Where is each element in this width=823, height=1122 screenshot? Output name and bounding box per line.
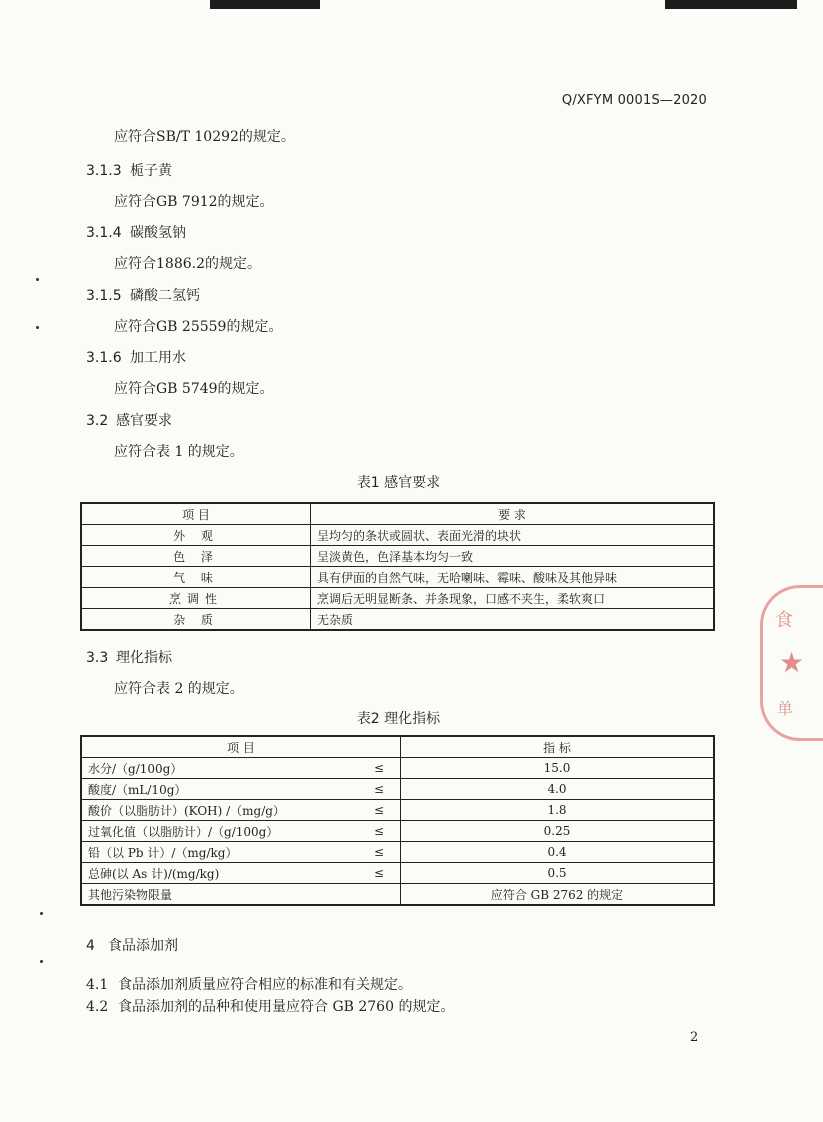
table-cell: 其他污染物限量 xyxy=(81,884,358,906)
section-title: 感官要求 xyxy=(116,413,172,429)
section-heading xyxy=(86,160,172,180)
body-text: 应符合1886.2的规定。 xyxy=(114,256,261,272)
section-heading xyxy=(86,935,178,955)
table-cell: 酸度/（mL/10g） xyxy=(81,779,358,800)
table-row xyxy=(81,525,714,546)
table-row xyxy=(81,842,714,863)
body-text: 应符合GB 7912的规定。 xyxy=(114,194,274,210)
table-cell: ≤ xyxy=(358,821,401,842)
table-cell: 气 味 xyxy=(81,567,311,588)
section-title: 碳酸氢钠 xyxy=(130,225,186,241)
table-header-cell: 项 目 xyxy=(81,503,311,525)
table-cell: 酸价（以脂肪计）(KOH) /（mg/g） xyxy=(81,800,358,821)
table-cell: 色 泽 xyxy=(81,546,311,567)
scan-speck xyxy=(36,278,39,281)
scan-artifact xyxy=(210,0,320,9)
section-number: 3.3 xyxy=(86,650,109,666)
table-row xyxy=(81,863,714,884)
table-cell: 铅（以 Pb 计）/（mg/kg） xyxy=(81,842,358,863)
scan-speck xyxy=(40,960,43,963)
table-cell: 呈均匀的条状或圆状、表面光滑的块状 xyxy=(311,525,715,546)
table-row xyxy=(81,821,714,842)
table-cell: ≤ xyxy=(358,779,401,800)
section-heading xyxy=(86,285,200,305)
clause-number: 4.2 xyxy=(86,999,109,1015)
section-number: 3.1.3 xyxy=(86,163,122,179)
table-cell: 应符合 GB 2762 的规定 xyxy=(401,884,715,906)
table-header-cell: 指 标 xyxy=(401,736,715,758)
section-number: 3.1.5 xyxy=(86,288,122,304)
section-number: 4 xyxy=(86,938,95,954)
section-title: 理化指标 xyxy=(116,650,172,666)
table-cell: 无杂质 xyxy=(311,609,715,631)
table-cell xyxy=(358,884,401,906)
table-cell: ≤ xyxy=(358,800,401,821)
body-text: 应符合表 2 的规定。 xyxy=(114,681,244,697)
table-cell: ≤ xyxy=(358,863,401,884)
table-cell: 15.0 xyxy=(401,758,715,779)
clause-text: 食品添加剂的品种和使用量应符合 GB 2760 的规定。 xyxy=(118,999,455,1015)
section-number: 3.1.4 xyxy=(86,225,122,241)
scan-speck xyxy=(36,326,39,329)
section-title: 栀子黄 xyxy=(130,163,172,179)
section-title: 加工用水 xyxy=(130,350,186,366)
table-header-row xyxy=(81,503,714,525)
clause-item xyxy=(86,974,412,994)
table-cell: 0.25 xyxy=(401,821,715,842)
table-cell: 0.5 xyxy=(401,863,715,884)
table1-caption: 表1 感官要求 xyxy=(356,475,441,491)
section-number: 3.2 xyxy=(86,413,109,429)
table-header-row xyxy=(81,736,714,758)
table-row xyxy=(81,884,714,906)
table2-caption: 表2 理化指标 xyxy=(356,711,441,727)
official-seal xyxy=(760,585,823,741)
table-cell: 总砷(以 As 计)/(mg/kg) xyxy=(81,863,358,884)
table-cell: 4.0 xyxy=(401,779,715,800)
table-cell: 杂 质 xyxy=(81,609,311,631)
seal-text: 食 xyxy=(775,610,793,631)
seal-star-icon: ★ xyxy=(779,646,805,679)
section-heading xyxy=(86,347,186,367)
table-cell: 烹调后无明显断条、并条现象，口感不夹生，柔软爽口 xyxy=(311,588,715,609)
scan-speck xyxy=(40,912,43,915)
table-header-cell: 要 求 xyxy=(311,503,715,525)
table-cell: 外 观 xyxy=(81,525,311,546)
table-row xyxy=(81,546,714,567)
table-cell: ≤ xyxy=(358,758,401,779)
table-row xyxy=(81,609,714,631)
clause-item xyxy=(86,996,454,1016)
table-row xyxy=(81,567,714,588)
table-cell: 过氧化值（以脂肪计）/（g/100g） xyxy=(81,821,358,842)
table-cell: 水分/（g/100g） xyxy=(81,758,358,779)
table-cell: 0.4 xyxy=(401,842,715,863)
physicochemical-table xyxy=(80,735,715,906)
table-row xyxy=(81,588,714,609)
standard-id: Q/XFYM 0001S—2020 xyxy=(561,93,707,108)
table-cell: 1.8 xyxy=(401,800,715,821)
table-cell: 烹调性 xyxy=(81,588,311,609)
section-heading xyxy=(86,410,172,430)
table-cell: 呈淡黄色，色泽基本均匀一致 xyxy=(311,546,715,567)
clause-number: 4.1 xyxy=(86,977,109,993)
table-header-cell: 项 目 xyxy=(81,736,401,758)
table-cell: ≤ xyxy=(358,842,401,863)
sensory-table xyxy=(80,502,715,631)
section-title: 磷酸二氢钙 xyxy=(130,288,200,304)
table-row xyxy=(81,800,714,821)
table-cell: 具有伊面的自然气味，无哈喇味、霉味、酸味及其他异味 xyxy=(311,567,715,588)
clause-text: 食品添加剂质量应符合相应的标准和有关规定。 xyxy=(118,977,412,993)
scan-artifact xyxy=(665,0,797,9)
section-heading xyxy=(86,647,172,667)
section-title: 食品添加剂 xyxy=(108,938,178,954)
page-number: 2 xyxy=(690,1030,699,1045)
seal-text: 单 xyxy=(777,699,794,718)
body-text: 应符合GB 5749的规定。 xyxy=(114,381,274,397)
body-text: 应符合GB 25559的规定。 xyxy=(114,319,283,335)
table-row xyxy=(81,779,714,800)
section-number: 3.1.6 xyxy=(86,350,122,366)
body-text: 应符合SB/T 10292的规定。 xyxy=(114,129,295,145)
table-row xyxy=(81,758,714,779)
body-text: 应符合表 1 的规定。 xyxy=(114,444,244,460)
section-heading xyxy=(86,222,186,242)
